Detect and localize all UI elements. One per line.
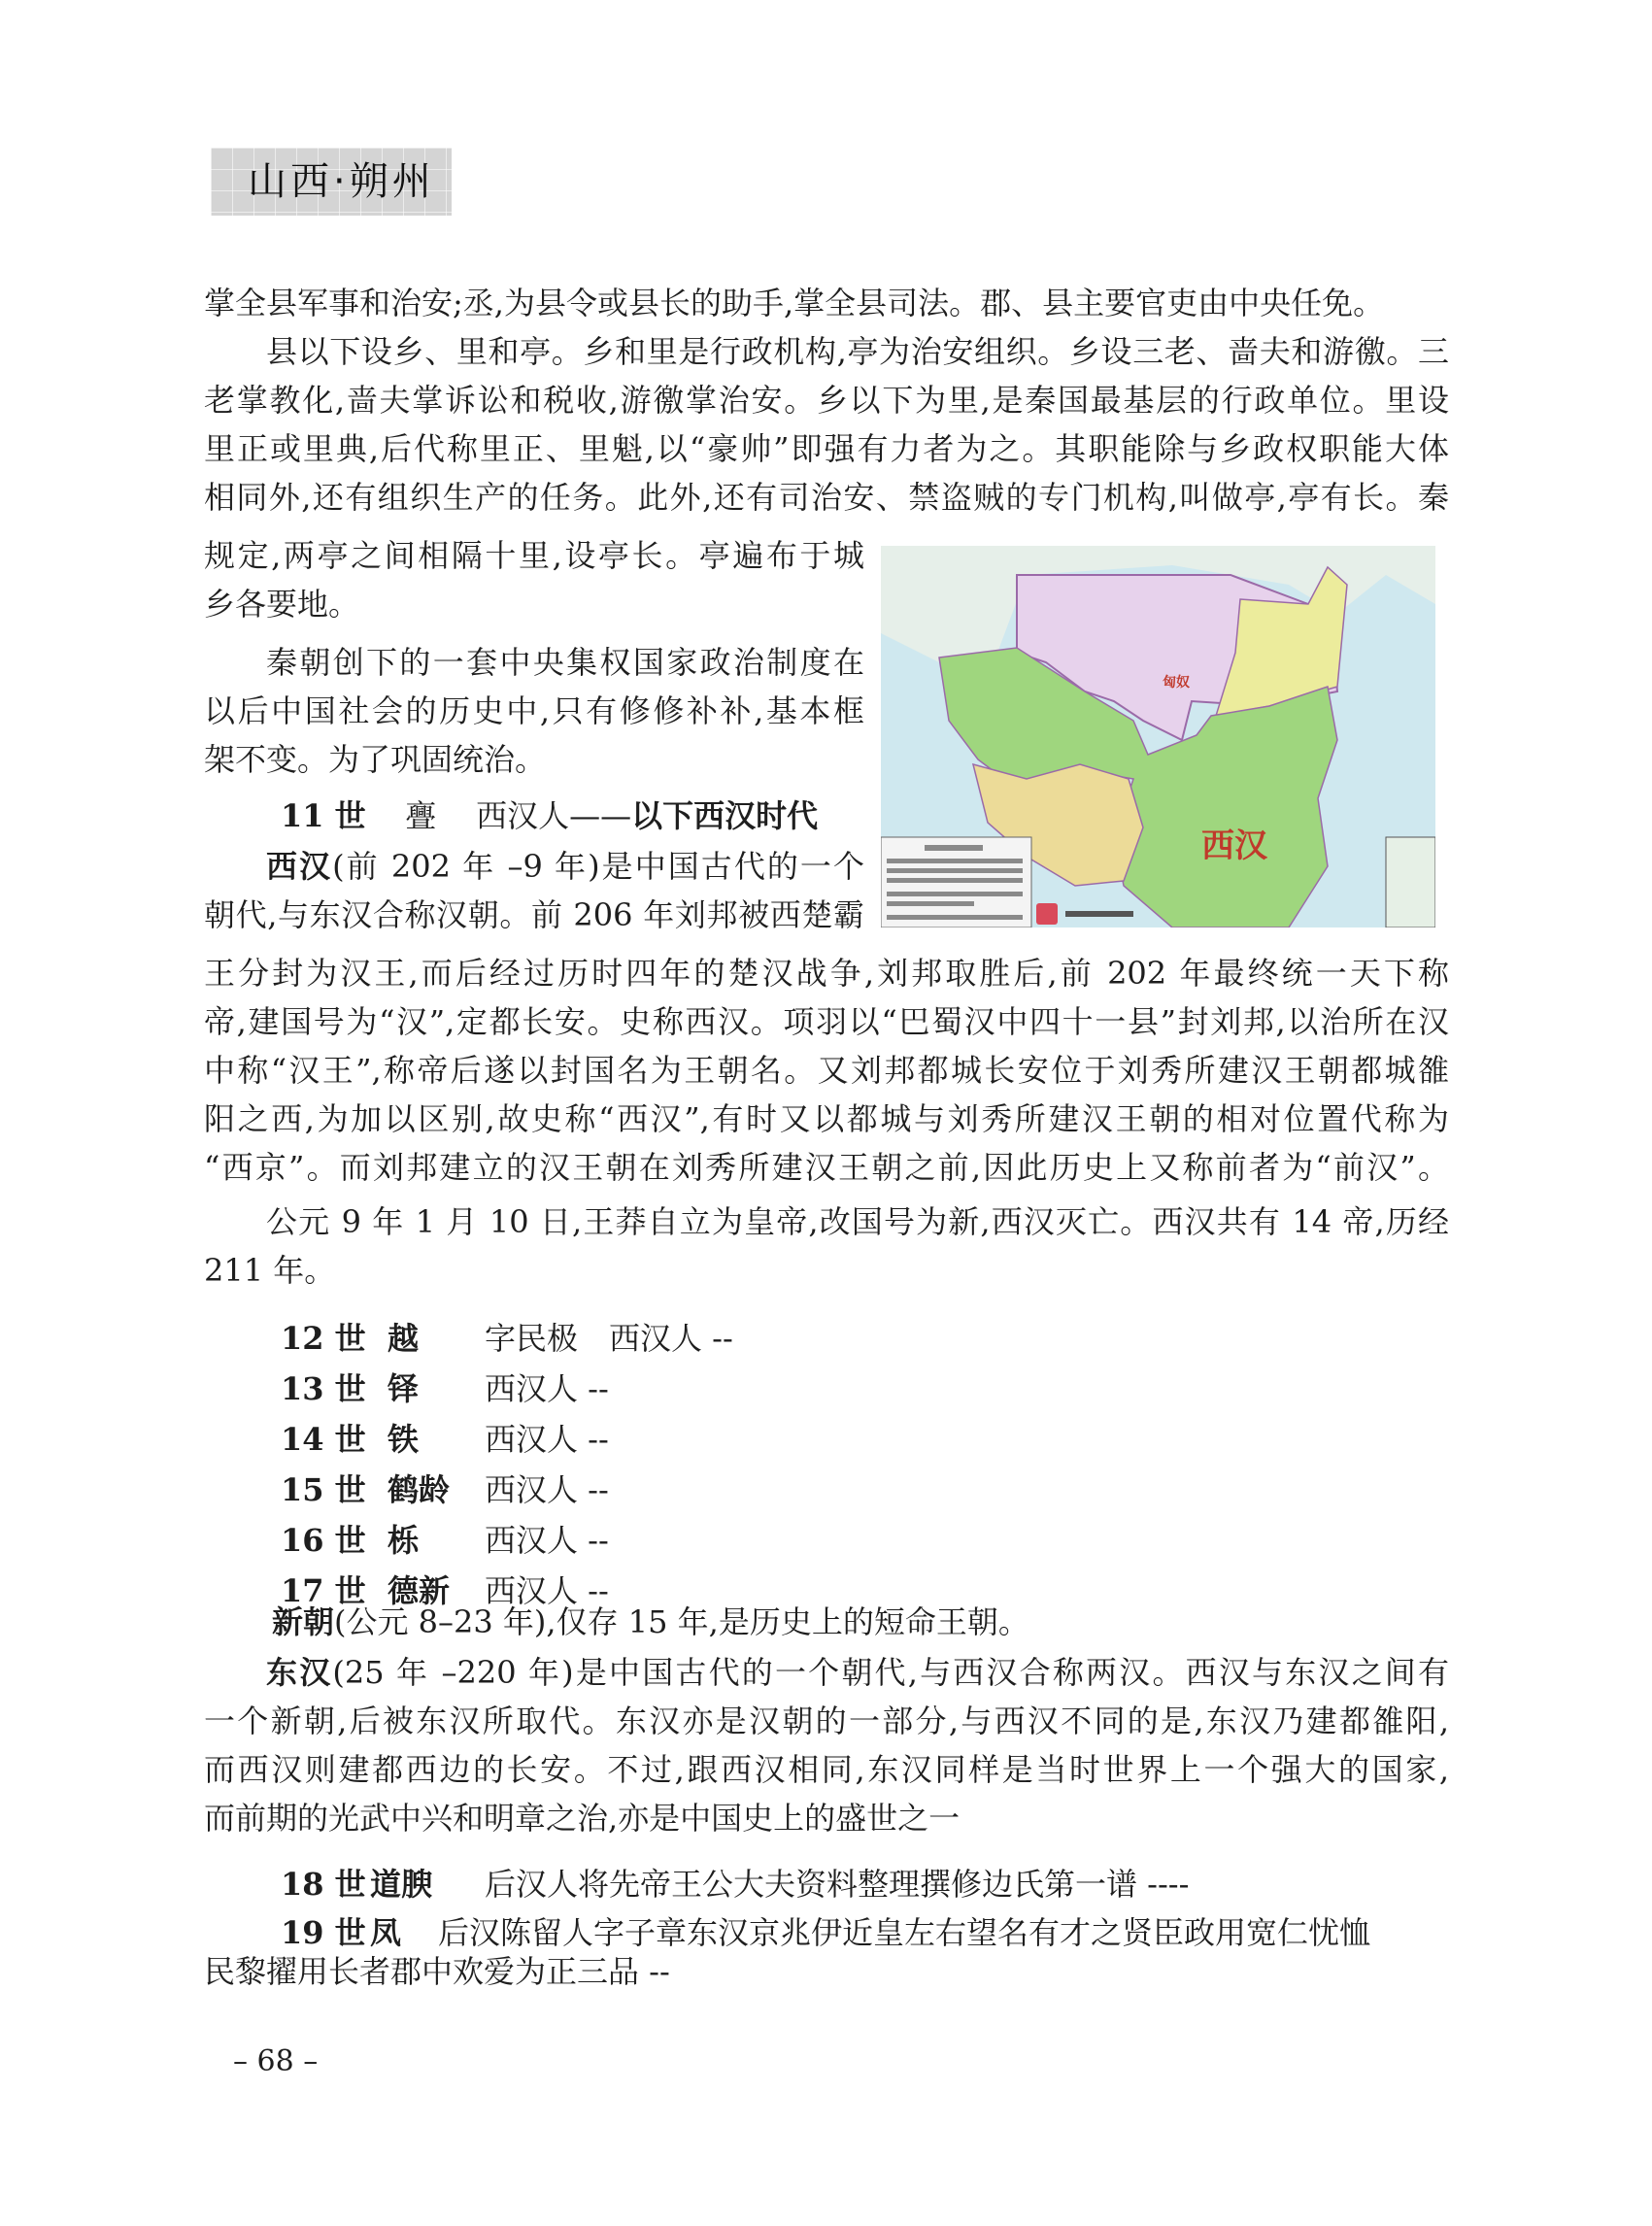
generation-desc: 西汉人 -- [485,1522,609,1559]
generation-name: 亹 [405,797,437,834]
paragraph-line: 而西汉则建都西边的长安。不过,跟西汉相同,东汉同样是当时世界上一个强大的国家, [204,1751,1449,1788]
map-inset [1386,837,1435,928]
paragraph-line: 一个新朝,后被东汉所取代。东汉亦是汉朝的一部分,与西汉不同的是,东汉乃建都雒阳, [204,1703,1449,1739]
paragraph-line [204,1653,1449,1692]
generation-desc: 后汉陈留人字子章东汉京兆伊近皇左右望名有才之贤臣政用宽仁忧恤 [438,1914,1371,1951]
paragraph-line: 帝,建国号为“汉”,定都长安。史称西汉。项羽以“巴蜀汉中四十一县”封刘邦,以治所在汉 [204,1003,1449,1040]
generation-11-heading [281,796,818,835]
paragraph-text: (25 年 –220 年)是中国古代的一个朝代,与西汉合称两汉。西汉与东汉之间有 [332,1654,1449,1691]
running-header-title: 山西·朔州 [248,159,435,204]
paragraph-line [272,1602,1029,1641]
generation-row [281,1369,609,1408]
paragraph-line: 乡各要地。 [204,586,360,623]
generation-number: 18 世 [281,1866,366,1903]
generation-number: 17 世 [281,1572,366,1609]
paragraph-line: 架不变。为了巩固统治。 [204,741,547,778]
map-watermark-url [1065,911,1133,917]
running-header [211,148,452,216]
generation-name: 道腴 [370,1866,433,1903]
paragraph-line: 民黎擢用长者郡中欢爱为正三品 -- [204,1953,670,1990]
generation-number: 12 世 [281,1320,366,1357]
paragraph-line: 而前期的光武中兴和明章之治,亦是中国史上的盛世之一 [204,1800,961,1837]
paragraph-line: “西京”。而刘邦建立的汉王朝在刘秀所建汉王朝之前,因此历史上又称前者为“前汉”。 [204,1149,1449,1186]
generation-name: 凤 [370,1914,402,1951]
generation-desc: 字民极 西汉人 -- [485,1320,733,1357]
paragraph-line: 阳之西,为加以区别,故史称“西汉”,有时又以都城与刘秀所建汉王朝的相对位置代称为 [204,1100,1449,1137]
paragraph-text: (公元 8–23 年),仅存 15 年,是历史上的短命王朝。 [334,1603,1029,1640]
generation-desc: 西汉人 -- [485,1572,609,1609]
paragraph-line: 以后中国社会的历史中,只有修修补补,基本框 [204,692,864,729]
paragraph-line: 211 年。 [204,1252,336,1289]
map-graphic [881,546,1435,928]
paragraph-line: 县以下设乡、里和亭。乡和里是行政机构,亭为治安组织。乡设三老、啬夫和游徼。三 [266,333,1449,370]
generation-desc: 西汉人 -- [485,1370,609,1407]
paragraph-line: 朝代,与东汉合称汉朝。前 206 年刘邦被西楚霸 [204,896,864,933]
paragraph-line: 里正或里典,后代称里正、里魁,以“豪帅”即强有力者为之。其职能除与乡政权职能大体 [204,430,1449,467]
map-watermark-seal [1036,903,1058,925]
paragraph-line: 掌全县军事和治安;丞,为县令或县长的助手,掌全县司法。郡、县主要官吏由中央任免。 [204,285,1385,321]
generation-name: 铁 [388,1421,420,1458]
generation-name: 栎 [388,1522,420,1559]
generation-row [281,1319,733,1358]
generation-row [281,1521,609,1560]
map-label-xiongnu: 匈奴 [1163,675,1190,691]
generation-name: 鹤龄 [388,1471,451,1508]
generation-name: 德新 [388,1572,451,1609]
paragraph-line: 相同外,还有组织生产的任务。此外,还有司治安、禁盗贼的专门机构,叫做亭,亭有长。秦 [204,479,1449,516]
generation-desc: 后汉人将先帝王公大夫资料整理撰修边氏第一谱 ---- [485,1866,1190,1903]
generation-number: 13 世 [281,1370,366,1407]
generation-name: 越 [388,1320,420,1357]
paragraph-line: 规定,两亭之间相隔十里,设亭长。亭遍布于城 [204,537,864,574]
generation-row [281,1865,1189,1904]
era-heading: 以下西汉时代 [631,797,819,834]
paragraph-line: 中称“汉王”,称帝后遂以封国名为王朝名。又刘邦都城长安位于刘秀所建汉王朝都城雒 [204,1052,1449,1089]
term-xinchao: 新朝 [272,1603,335,1640]
generation-number: 16 世 [281,1522,366,1559]
generation-desc: 西汉人—— [476,797,632,834]
paragraph-line [204,847,864,886]
generation-row [281,1420,609,1459]
paragraph-line: 老掌教化,啬夫掌诉讼和税收,游徼掌治安。乡以下为里,是秦国最基层的行政单位。里设 [204,382,1449,419]
page-number: – 68 – [233,2044,319,2078]
generation-number: 14 世 [281,1421,366,1458]
term-xihan: 西汉 [266,848,333,885]
generation-row [281,1913,1370,1952]
generation-number: 11 世 [281,797,366,834]
generation-name: 铎 [388,1370,420,1407]
generation-desc: 西汉人 -- [485,1421,609,1458]
generation-number: 19 世 [281,1914,366,1951]
paragraph-text: (前 202 年 –9 年)是中国古代的一个 [332,848,864,885]
paragraph-line: 王分封为汉王,而后经过历时四年的楚汉战争,刘邦取胜后,前 202 年最终统一天下称 [204,955,1449,992]
generation-desc: 西汉人 -- [485,1471,609,1508]
term-donghan: 东汉 [266,1654,333,1691]
paragraph-line: 公元 9 年 1 月 10 日,王莽自立为皇帝,改国号为新,西汉灭亡。西汉共有 14 帝,历经 [266,1203,1449,1240]
map-label-xihan: 西汉 [1201,826,1267,865]
paragraph-line: 秦朝创下的一套中央集权国家政治制度在 [266,644,864,681]
generation-row [281,1470,609,1509]
generation-number: 15 世 [281,1471,366,1508]
western-han-map [881,546,1435,928]
